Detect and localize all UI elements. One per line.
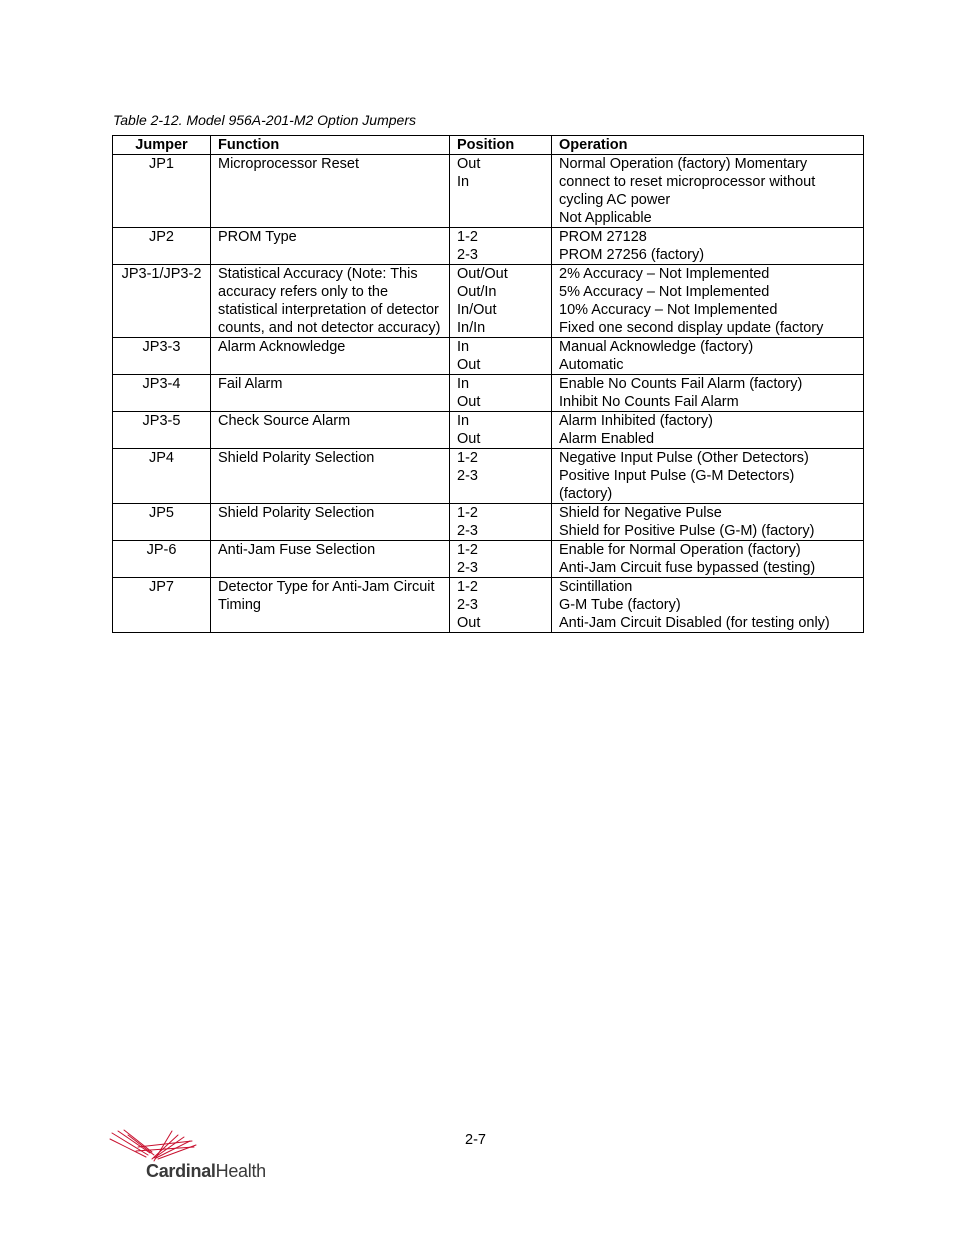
position-line: In — [457, 174, 470, 190]
cell-position — [450, 338, 552, 375]
cell-jumper: JP3-5 — [113, 412, 211, 449]
cell-function: Check Source Alarm — [211, 412, 450, 449]
cell-operation — [552, 375, 864, 412]
table-caption: Table 2-12. Model 956A-201-M2 Option Jumpers — [113, 112, 416, 128]
operation-line: PROM 27128 — [559, 229, 647, 245]
operation-line: Enable No Counts Fail Alarm (factory) — [559, 376, 803, 392]
operation-line: Manual Acknowledge (factory) — [559, 339, 754, 355]
header-position: Position — [450, 136, 552, 155]
operation-line: Scintillation — [559, 579, 633, 595]
cell-function: Alarm Acknowledge — [211, 338, 450, 375]
table-row — [113, 412, 864, 449]
operation-line: Enable for Normal Operation (factory) — [559, 542, 801, 558]
operation-line: Automatic — [559, 357, 624, 373]
position-line: Out — [457, 156, 481, 172]
position-line: In — [457, 413, 470, 429]
cell-position — [450, 155, 552, 228]
table-row — [113, 504, 864, 541]
cell-position — [450, 504, 552, 541]
cell-jumper: JP-6 — [113, 541, 211, 578]
operation-line: Alarm Enabled — [559, 431, 655, 447]
position-line: 2-3 — [457, 468, 478, 484]
cell-jumper: JP2 — [113, 228, 211, 265]
cell-position — [450, 228, 552, 265]
cell-function: Shield Polarity Selection — [211, 504, 450, 541]
operation-line: (factory) — [559, 486, 613, 502]
cell-jumper: JP3-1/JP3-2 — [113, 265, 211, 338]
operation-line: Not Applicable — [559, 210, 652, 226]
position-line: 2-3 — [457, 560, 478, 576]
table-row — [113, 155, 864, 228]
cell-operation — [552, 504, 864, 541]
position-line: 2-3 — [457, 247, 478, 263]
position-line: Out — [457, 394, 481, 410]
position-line: In/In — [457, 320, 486, 336]
cell-function: Microprocessor Reset — [211, 155, 450, 228]
position-line: Out/Out — [457, 266, 508, 282]
cell-function: Statistical Accuracy (Note: This accuracy refers only to the statistical interpretation of detector counts, and not detector accuracy) — [211, 265, 450, 338]
cell-operation — [552, 578, 864, 633]
logo-wordmark — [146, 1161, 266, 1182]
operation-line: Anti-Jam Circuit Disabled (for testing only) — [559, 615, 830, 631]
position-line: In — [457, 376, 470, 392]
table-row — [113, 265, 864, 338]
table-body — [113, 155, 864, 633]
position-line: Out — [457, 431, 481, 447]
operation-line: Fixed one second display update (factory — [559, 320, 824, 336]
cell-operation — [552, 228, 864, 265]
cell-jumper: JP3-4 — [113, 375, 211, 412]
header-operation: Operation — [552, 136, 864, 155]
cell-operation — [552, 155, 864, 228]
table-row — [113, 228, 864, 265]
cell-jumper: JP4 — [113, 449, 211, 504]
cell-position — [450, 265, 552, 338]
cell-position — [450, 541, 552, 578]
operation-line: Positive Input Pulse (G-M Detectors) — [559, 468, 795, 484]
operation-line: Shield for Negative Pulse — [559, 505, 722, 521]
cell-position — [450, 375, 552, 412]
cell-jumper: JP3-3 — [113, 338, 211, 375]
cell-jumper: JP7 — [113, 578, 211, 633]
operation-line: Shield for Positive Pulse (G-M) (factory) — [559, 523, 815, 539]
header-jumper: Jumper — [113, 136, 211, 155]
cell-function: PROM Type — [211, 228, 450, 265]
cell-function: Fail Alarm — [211, 375, 450, 412]
operation-line: G-M Tube (factory) — [559, 597, 681, 613]
position-line: Out — [457, 615, 481, 631]
cell-operation — [552, 338, 864, 375]
table-header-row — [113, 136, 864, 155]
position-line: 2-3 — [457, 597, 478, 613]
operation-line: 2% Accuracy – Not Implemented — [559, 266, 770, 282]
header-function: Function — [211, 136, 450, 155]
cell-function: Detector Type for Anti-Jam Circuit Timing — [211, 578, 450, 633]
operation-line: PROM 27256 (factory) — [559, 247, 705, 263]
operation-line: cycling AC power — [559, 192, 671, 208]
position-line: 1-2 — [457, 542, 478, 558]
table-row — [113, 541, 864, 578]
cell-jumper: JP5 — [113, 504, 211, 541]
operation-line: Inhibit No Counts Fail Alarm — [559, 394, 739, 410]
operation-line: Negative Input Pulse (Other Detectors) — [559, 450, 809, 466]
cell-function: Shield Polarity Selection — [211, 449, 450, 504]
cell-position — [450, 578, 552, 633]
operation-line: Alarm Inhibited (factory) — [559, 413, 713, 429]
cell-operation — [552, 412, 864, 449]
logo-brand-bold: Cardinal — [146, 1161, 216, 1181]
operation-line: 10% Accuracy – Not Implemented — [559, 302, 778, 318]
position-line: 1-2 — [457, 579, 478, 595]
cell-position — [450, 449, 552, 504]
table-row — [113, 338, 864, 375]
page-number: 2-7 — [465, 1132, 486, 1148]
position-line: 1-2 — [457, 450, 478, 466]
cell-operation — [552, 265, 864, 338]
cell-position — [450, 412, 552, 449]
table-row — [113, 449, 864, 504]
option-jumpers-table — [112, 135, 864, 633]
position-line: Out/In — [457, 284, 497, 300]
cell-operation — [552, 449, 864, 504]
operation-line: Anti-Jam Circuit fuse bypassed (testing) — [559, 560, 816, 576]
position-line: 1-2 — [457, 505, 478, 521]
logo-brand-light: Health — [215, 1161, 266, 1181]
table-row — [113, 375, 864, 412]
position-line: Out — [457, 357, 481, 373]
position-line: 2-3 — [457, 523, 478, 539]
position-line: In/Out — [457, 302, 497, 318]
position-line: In — [457, 339, 470, 355]
operation-line: Normal Operation (factory) Momentary — [559, 156, 808, 172]
table-row — [113, 578, 864, 633]
cell-operation — [552, 541, 864, 578]
operation-line: connect to reset microprocessor without — [559, 174, 816, 190]
position-line: 1-2 — [457, 229, 478, 245]
cell-function: Anti-Jam Fuse Selection — [211, 541, 450, 578]
cell-jumper: JP1 — [113, 155, 211, 228]
operation-line: 5% Accuracy – Not Implemented — [559, 284, 770, 300]
